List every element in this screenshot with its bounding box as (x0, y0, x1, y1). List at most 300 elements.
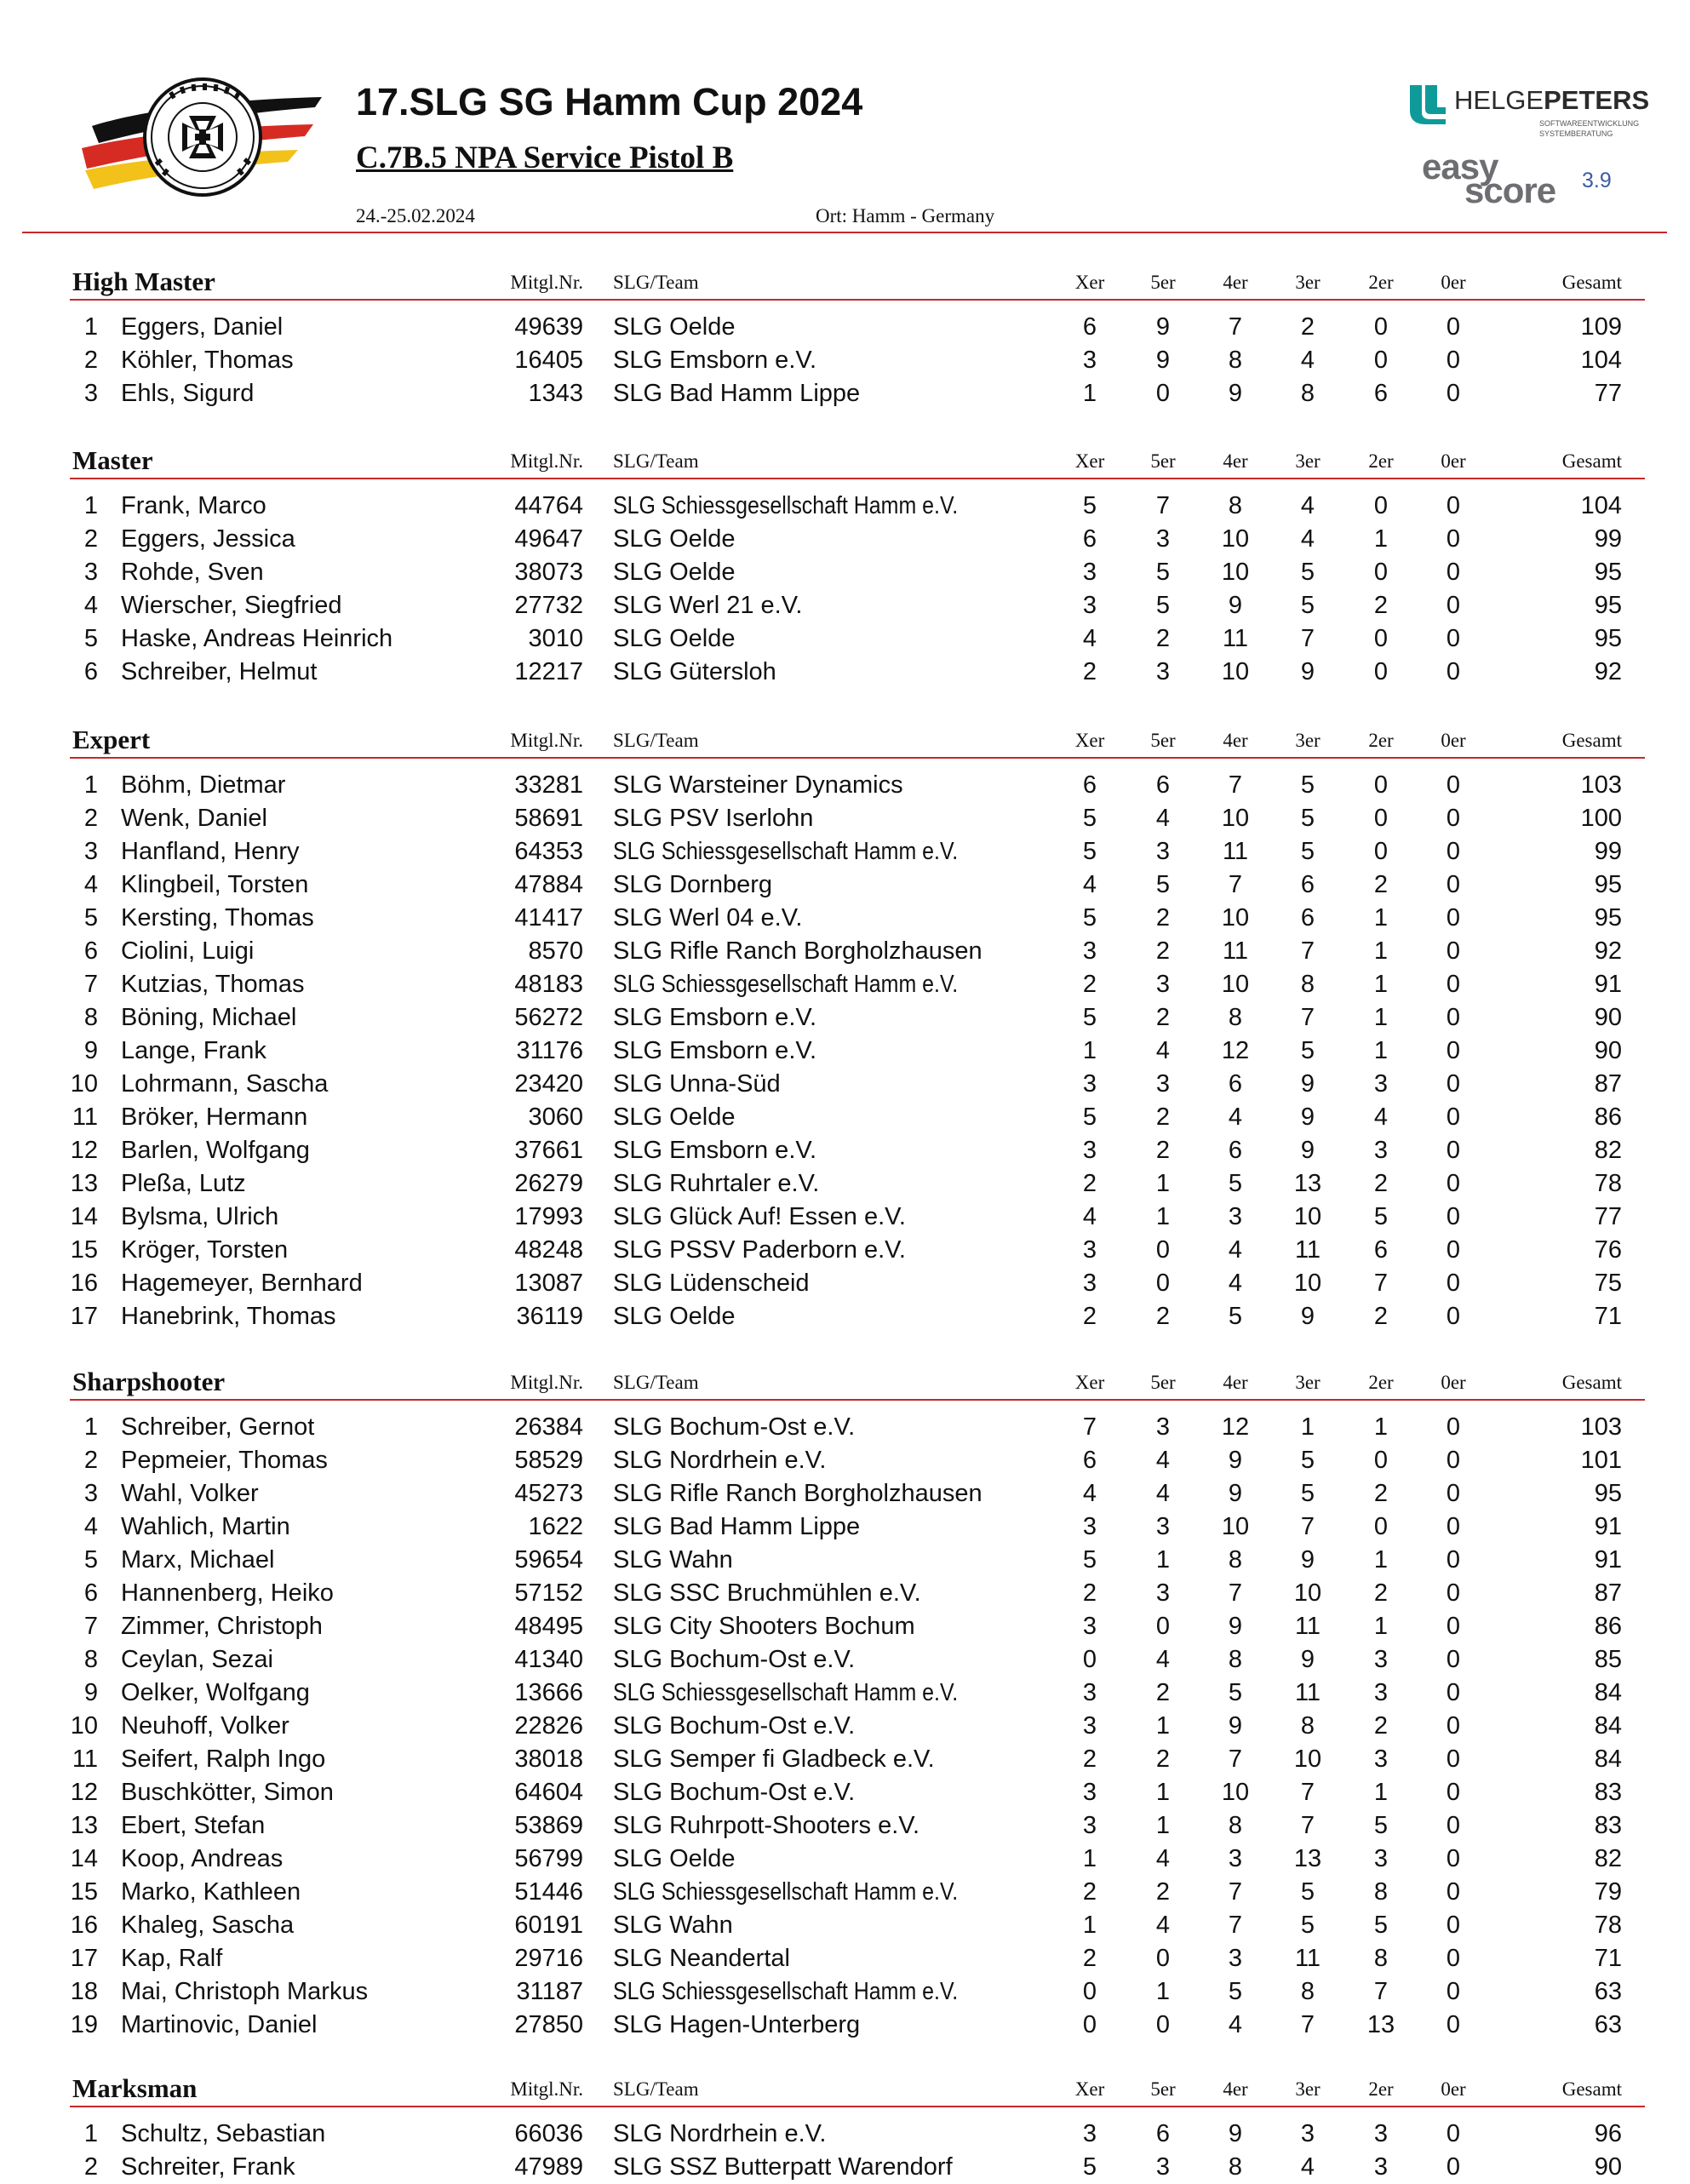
two-count: 1 (1373, 904, 1389, 931)
table-row (0, 1942, 1690, 1975)
four-count: 9 (1228, 380, 1243, 407)
table-row (0, 1035, 1690, 1068)
member-no: 37661 (514, 1137, 583, 1164)
two-count: 1 (1373, 1546, 1389, 1574)
table-row (0, 344, 1690, 377)
column-header-team: SLG/Team (613, 1372, 699, 1393)
rank: 1 (83, 1413, 98, 1441)
rank: 13 (70, 1812, 98, 1839)
section-header (0, 719, 1690, 754)
column-header-3-count: 3er (1295, 272, 1320, 293)
two-count: 4 (1373, 1103, 1389, 1131)
five-count: 7 (1155, 492, 1171, 519)
zero-count: 0 (1446, 1070, 1461, 1098)
member-no: 48183 (514, 971, 583, 998)
table-row (0, 1710, 1690, 1743)
member-no: 3060 (528, 1103, 583, 1131)
three-count: 11 (1294, 1236, 1321, 1264)
two-count: 3 (1373, 1845, 1389, 1872)
rank: 8 (83, 1646, 98, 1673)
total-score: 85 (1594, 1646, 1622, 1673)
three-count: 9 (1300, 1303, 1315, 1330)
three-count: 11 (1294, 1679, 1321, 1706)
zero-count: 0 (1446, 2153, 1461, 2181)
five-count: 2 (1155, 1137, 1171, 1164)
rank: 4 (83, 871, 98, 898)
member-no: 36119 (516, 1303, 583, 1330)
x-count: 3 (1082, 1613, 1097, 1640)
team: SLG Oelde (613, 1103, 736, 1131)
team: SLG Schiessgesellschaft Hamm e.V. (613, 1878, 959, 1906)
two-count: 2 (1373, 592, 1389, 619)
team: SLG Werl 04 e.V. (613, 904, 803, 931)
member-no: 27850 (514, 2011, 583, 2038)
table-row (0, 1201, 1690, 1234)
section-title: Sharpshooter (72, 1367, 226, 1396)
x-count: 5 (1082, 1546, 1097, 1574)
shooter-name: Martinovic, Daniel (121, 2011, 318, 2038)
total-score: 86 (1594, 1103, 1622, 1131)
member-no: 27732 (514, 592, 583, 619)
team: SLG Schiessgesellschaft Hamm e.V. (613, 1978, 959, 2005)
member-no: 44764 (514, 492, 583, 519)
x-count: 3 (1082, 1779, 1097, 1806)
two-count: 6 (1373, 380, 1389, 407)
rank: 7 (83, 971, 98, 998)
total-score: 84 (1594, 1679, 1622, 1706)
member-no: 47884 (514, 871, 583, 898)
shooter-name: Neuhoff, Volker (121, 1712, 289, 1740)
team: SLG Hagen-Unterberg (613, 2011, 861, 2038)
five-count: 4 (1155, 1845, 1171, 1872)
table-row (0, 1101, 1690, 1134)
four-count: 9 (1228, 2120, 1243, 2147)
rank: 2 (83, 2153, 98, 2181)
rank: 10 (70, 1712, 98, 1740)
table-row (0, 1677, 1690, 1710)
table-row (0, 902, 1690, 935)
rank: 12 (70, 1137, 98, 1164)
shooter-name: Wahl, Volker (121, 1480, 259, 1507)
five-count: 4 (1155, 1646, 1171, 1673)
three-count: 6 (1300, 904, 1315, 931)
x-count: 2 (1082, 1579, 1097, 1607)
shooter-name: Pepmeier, Thomas (121, 1447, 328, 1474)
shooter-name: Hagemeyer, Bernhard (121, 1270, 363, 1297)
three-count: 6 (1300, 871, 1315, 898)
column-header-team: SLG/Team (613, 450, 699, 472)
team: SLG Bochum-Ost e.V. (613, 1646, 856, 1673)
four-count: 3 (1228, 1945, 1243, 1972)
four-count: 11 (1222, 937, 1249, 965)
three-count: 8 (1300, 971, 1315, 998)
table-row (0, 868, 1690, 902)
rank: 11 (72, 1745, 98, 1773)
shooter-name: Seifert, Ralph Ingo (121, 1745, 326, 1773)
team: SLG Bad Hamm Lippe (613, 380, 861, 407)
table-row (0, 1909, 1690, 1942)
x-count: 1 (1082, 380, 1097, 407)
rank: 6 (83, 1579, 98, 1607)
shooter-name: Ebert, Stefan (121, 1812, 266, 1839)
column-header-3-count: 3er (1295, 2078, 1320, 2100)
column-header-x-count: Xer (1074, 450, 1105, 472)
five-count: 2 (1155, 1103, 1171, 1131)
team: SLG PSV Iserlohn (613, 805, 814, 832)
table-row (0, 1134, 1690, 1167)
shooter-name: Zimmer, Christoph (121, 1613, 323, 1640)
total-score: 76 (1594, 1236, 1622, 1264)
results-table (0, 2118, 1690, 2184)
x-count: 6 (1082, 1447, 1097, 1474)
table-row (0, 802, 1690, 835)
member-no: 26279 (514, 1170, 583, 1197)
zero-count: 0 (1446, 592, 1461, 619)
team: SLG Oelde (613, 559, 736, 586)
table-row (0, 1477, 1690, 1510)
five-count: 3 (1155, 1070, 1171, 1098)
total-score: 84 (1594, 1712, 1622, 1740)
five-count: 4 (1155, 1480, 1171, 1507)
section-master (0, 440, 1690, 685)
member-no: 22826 (514, 1712, 583, 1740)
column-header-member-no: Mitgl.Nr. (510, 1372, 583, 1393)
total-score: 87 (1594, 1579, 1622, 1607)
three-count: 4 (1300, 2153, 1315, 2181)
shooter-name: Hannenberg, Heiko (121, 1579, 334, 1607)
two-count: 5 (1373, 1203, 1389, 1230)
zero-count: 0 (1446, 805, 1461, 832)
two-count: 5 (1373, 1812, 1389, 1839)
member-no: 57152 (514, 1579, 583, 1607)
zero-count: 0 (1446, 1878, 1461, 1906)
zero-count: 0 (1446, 1912, 1461, 1939)
four-count: 7 (1228, 1912, 1243, 1939)
team: SLG Emsborn e.V. (613, 347, 817, 374)
member-no: 13087 (514, 1270, 583, 1297)
three-count: 5 (1300, 1878, 1315, 1906)
column-header-0-count: 0er (1441, 2078, 1466, 2100)
zero-count: 0 (1446, 1236, 1461, 1264)
four-count: 10 (1221, 525, 1250, 553)
member-no: 38073 (514, 559, 583, 586)
total-score: 95 (1594, 1480, 1622, 1507)
three-count: 8 (1300, 1978, 1315, 2005)
table-row (0, 968, 1690, 1001)
member-no: 53869 (514, 1812, 583, 1839)
x-count: 0 (1082, 1646, 1097, 1673)
table-row (0, 1643, 1690, 1677)
four-count: 11 (1222, 625, 1249, 652)
zero-count: 0 (1446, 313, 1461, 341)
x-count: 5 (1082, 2153, 1097, 2181)
four-count: 10 (1221, 805, 1250, 832)
column-header-2-count: 2er (1368, 730, 1394, 751)
total-score: 83 (1594, 1779, 1622, 1806)
table-row (0, 2009, 1690, 2042)
rank: 5 (83, 904, 98, 931)
five-count: 1 (1155, 1812, 1171, 1839)
column-header-4-count: 4er (1223, 272, 1248, 293)
rank: 19 (70, 2011, 98, 2038)
zero-count: 0 (1446, 347, 1461, 374)
total-score: 63 (1594, 2011, 1622, 2038)
table-row (0, 1411, 1690, 1444)
total-score: 100 (1580, 805, 1622, 832)
column-header-2-count: 2er (1368, 2078, 1394, 2100)
product-logo-score: score (1464, 170, 1556, 210)
two-count: 0 (1373, 492, 1389, 519)
team: SLG Schiessgesellschaft Hamm e.V. (613, 492, 959, 519)
three-count: 10 (1293, 1270, 1322, 1297)
shooter-name: Schreiber, Gernot (121, 1413, 315, 1441)
rank: 18 (70, 1978, 98, 2005)
team: SLG Gütersloh (613, 658, 776, 685)
three-count: 5 (1300, 771, 1315, 799)
three-count: 5 (1300, 838, 1315, 865)
x-count: 3 (1082, 1679, 1097, 1706)
shooter-name: Schultz, Sebastian (121, 2120, 326, 2147)
five-count: 4 (1155, 1037, 1171, 1064)
results-table (0, 1411, 1690, 2042)
zero-count: 0 (1446, 658, 1461, 685)
shooter-name: Wenk, Daniel (121, 805, 267, 832)
shooter-name: Wierscher, Siegfried (121, 592, 342, 619)
x-count: 1 (1082, 1912, 1097, 1939)
five-count: 3 (1155, 2153, 1171, 2181)
rank: 13 (70, 1170, 98, 1197)
total-score: 99 (1594, 525, 1622, 553)
rank: 15 (70, 1236, 98, 1264)
team: SLG Bad Hamm Lippe (613, 1513, 861, 1540)
five-count: 0 (1155, 1270, 1171, 1297)
column-header-5-count: 5er (1150, 272, 1176, 293)
x-count: 3 (1082, 1712, 1097, 1740)
five-count: 5 (1155, 871, 1171, 898)
five-count: 2 (1155, 1745, 1171, 1773)
team: SLG Oelde (613, 625, 736, 652)
four-count: 7 (1228, 1579, 1243, 1607)
column-header-0-count: 0er (1441, 730, 1466, 751)
section-sharpshooter (0, 1361, 1690, 2038)
five-count: 6 (1155, 2120, 1171, 2147)
three-count: 7 (1300, 1004, 1315, 1031)
shooter-name: Eggers, Jessica (121, 525, 295, 553)
five-count: 5 (1155, 559, 1171, 586)
two-count: 6 (1373, 1236, 1389, 1264)
shooter-name: Böhm, Dietmar (121, 771, 286, 799)
four-count: 5 (1228, 1303, 1243, 1330)
shooter-name: Ehls, Sigurd (121, 380, 255, 407)
x-count: 1 (1082, 1037, 1097, 1064)
team: SLG Ruhrtaler e.V. (613, 1170, 820, 1197)
member-no: 31187 (516, 1978, 583, 2005)
x-count: 3 (1082, 1270, 1097, 1297)
team: SLG Emsborn e.V. (613, 1004, 817, 1031)
column-header-total: Gesamt (1561, 450, 1622, 472)
four-count: 5 (1228, 1170, 1243, 1197)
rank: 2 (83, 525, 98, 553)
total-score: 82 (1594, 1137, 1622, 1164)
column-header-3-count: 3er (1295, 450, 1320, 472)
member-no: 41340 (514, 1646, 583, 1673)
table-row (0, 1876, 1690, 1909)
column-header-member-no: Mitgl.Nr. (510, 272, 583, 293)
table-row (0, 377, 1690, 410)
rank: 15 (70, 1878, 98, 1906)
total-score: 75 (1594, 1270, 1622, 1297)
column-header-3-count: 3er (1295, 730, 1320, 751)
shooter-name: Klingbeil, Torsten (121, 871, 309, 898)
four-count: 3 (1228, 1845, 1243, 1872)
rank: 17 (70, 1945, 98, 1972)
two-count: 2 (1373, 1170, 1389, 1197)
member-no: 1343 (528, 380, 583, 407)
three-count: 5 (1300, 1480, 1315, 1507)
column-header-0-count: 0er (1441, 1372, 1466, 1393)
vendor-name: HELGEPETERS (1454, 85, 1650, 115)
total-score: 101 (1580, 1447, 1622, 1474)
team: SLG Oelde (613, 525, 736, 553)
x-count: 3 (1082, 1070, 1097, 1098)
team: SLG PSSV Paderborn e.V. (613, 1236, 906, 1264)
x-count: 4 (1082, 1203, 1097, 1230)
zero-count: 0 (1446, 1270, 1461, 1297)
three-count: 5 (1300, 1912, 1315, 1939)
zero-count: 0 (1446, 1646, 1461, 1673)
column-header-team: SLG/Team (613, 730, 699, 751)
team: SLG Wahn (613, 1546, 733, 1574)
table-row (0, 1167, 1690, 1201)
shooter-name: Kröger, Torsten (121, 1236, 289, 1264)
x-count: 2 (1082, 1878, 1097, 1906)
shooter-name: Kap, Ralf (121, 1945, 223, 1972)
rank: 1 (83, 492, 98, 519)
shooter-name: Oelker, Wolfgang (121, 1679, 310, 1706)
four-count: 10 (1221, 904, 1250, 931)
x-count: 4 (1082, 625, 1097, 652)
four-count: 11 (1222, 838, 1249, 865)
team: SLG Oelde (613, 313, 736, 341)
x-count: 5 (1082, 904, 1097, 931)
x-count: 2 (1082, 1745, 1097, 1773)
total-score: 91 (1594, 971, 1622, 998)
four-count: 8 (1228, 1004, 1243, 1031)
four-count: 7 (1228, 313, 1243, 341)
two-count: 0 (1373, 658, 1389, 685)
zero-count: 0 (1446, 1037, 1461, 1064)
total-score: 96 (1594, 2120, 1622, 2147)
rank: 1 (83, 771, 98, 799)
x-count: 3 (1082, 347, 1097, 374)
vendor-logo (1406, 80, 1650, 143)
five-count: 1 (1155, 1170, 1171, 1197)
member-no: 47989 (514, 2153, 583, 2181)
x-count: 2 (1082, 1170, 1097, 1197)
rank: 1 (83, 313, 98, 341)
zero-count: 0 (1446, 1413, 1461, 1441)
table-row (0, 1843, 1690, 1876)
team: SLG Bochum-Ost e.V. (613, 1413, 856, 1441)
member-no: 58691 (514, 805, 583, 832)
total-score: 92 (1594, 658, 1622, 685)
column-header-x-count: Xer (1074, 1372, 1105, 1393)
two-count: 7 (1373, 1978, 1389, 2005)
rank: 12 (70, 1779, 98, 1806)
five-count: 0 (1155, 1945, 1171, 1972)
x-count: 0 (1082, 2011, 1097, 2038)
rank: 3 (83, 559, 98, 586)
total-score: 103 (1580, 771, 1622, 799)
total-score: 95 (1594, 871, 1622, 898)
five-count: 1 (1155, 1712, 1171, 1740)
total-score: 103 (1580, 1413, 1622, 1441)
shooter-name: Schreiter, Frank (121, 2153, 295, 2181)
table-row (0, 1776, 1690, 1809)
team: SLG Oelde (613, 1303, 736, 1330)
zero-count: 0 (1446, 1447, 1461, 1474)
x-count: 5 (1082, 805, 1097, 832)
member-no: 33281 (514, 771, 583, 799)
zero-count: 0 (1446, 1203, 1461, 1230)
two-count: 8 (1373, 1878, 1389, 1906)
member-no: 48495 (514, 1613, 583, 1640)
shooter-name: Köhler, Thomas (121, 347, 294, 374)
five-count: 5 (1155, 592, 1171, 619)
member-no: 56272 (514, 1004, 583, 1031)
product-logo-easy: easy (1422, 146, 1498, 186)
four-count: 8 (1228, 1812, 1243, 1839)
x-count: 7 (1082, 1413, 1097, 1441)
team: SLG Dornberg (613, 871, 772, 898)
x-count: 0 (1082, 1978, 1097, 2005)
zero-count: 0 (1446, 559, 1461, 586)
shooter-name: Lange, Frank (121, 1037, 266, 1064)
member-no: 48248 (514, 1236, 583, 1264)
total-score: 87 (1594, 1070, 1622, 1098)
x-count: 3 (1082, 1812, 1097, 1839)
two-count: 1 (1373, 937, 1389, 965)
team: SLG Unna-Süd (613, 1070, 781, 1098)
column-header-5-count: 5er (1150, 450, 1176, 472)
section-header (0, 1361, 1690, 1396)
three-count: 5 (1300, 1447, 1315, 1474)
member-no: 1622 (528, 1513, 583, 1540)
x-count: 3 (1082, 1137, 1097, 1164)
rank: 11 (72, 1103, 98, 1131)
column-header-5-count: 5er (1150, 2078, 1176, 2100)
zero-count: 0 (1446, 1712, 1461, 1740)
column-header-5-count: 5er (1150, 1372, 1176, 1393)
member-no: 31176 (516, 1037, 583, 1064)
zero-count: 0 (1446, 1779, 1461, 1806)
section-title: Expert (72, 725, 151, 754)
two-count: 0 (1373, 625, 1389, 652)
association-logo (75, 73, 330, 201)
member-no: 23420 (514, 1070, 583, 1098)
five-count: 3 (1155, 658, 1171, 685)
zero-count: 0 (1446, 625, 1461, 652)
x-count: 5 (1082, 1103, 1097, 1131)
column-header-member-no: Mitgl.Nr. (510, 730, 583, 751)
member-no: 59654 (514, 1546, 583, 1574)
five-count: 3 (1155, 1579, 1171, 1607)
four-count: 10 (1221, 658, 1250, 685)
section-header (0, 2068, 1690, 2102)
three-count: 9 (1300, 1070, 1315, 1098)
team: SLG Wahn (613, 1912, 733, 1939)
two-count: 1 (1373, 1613, 1389, 1640)
